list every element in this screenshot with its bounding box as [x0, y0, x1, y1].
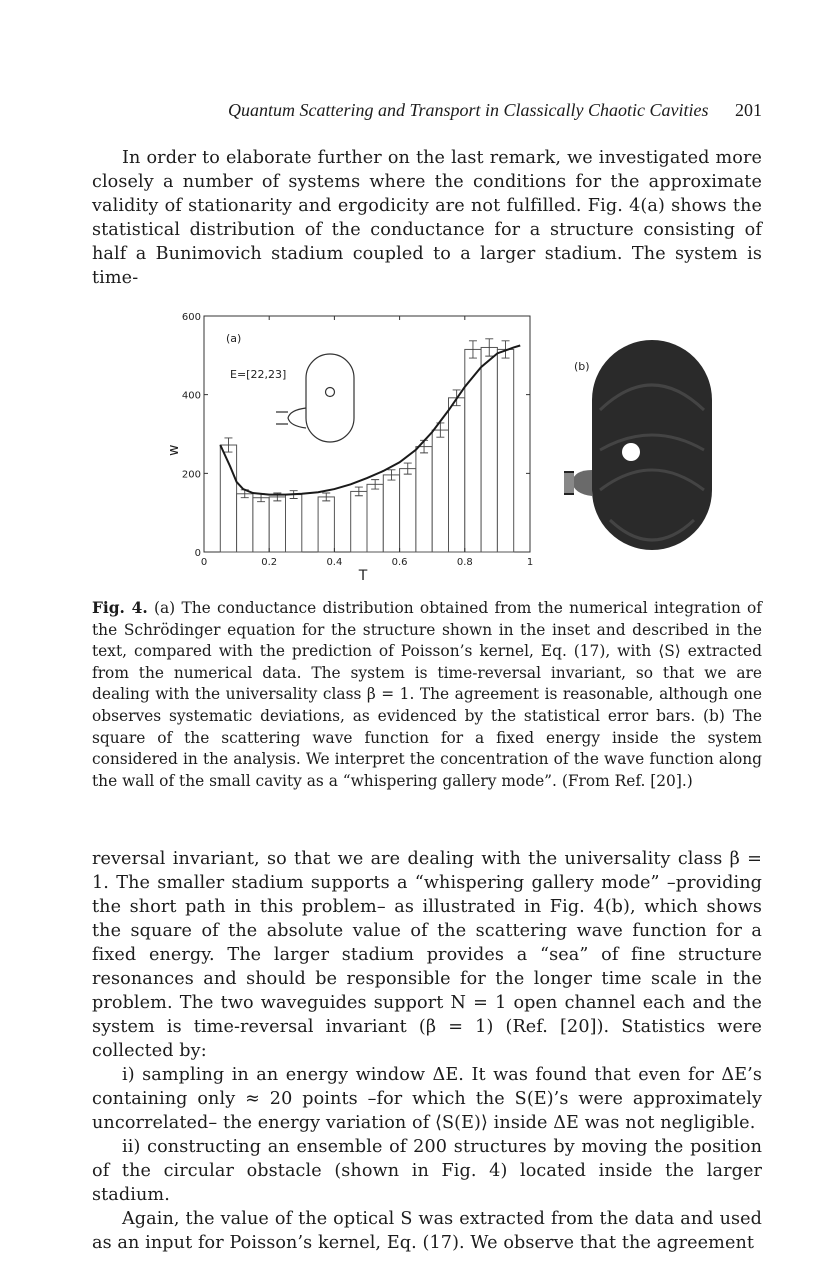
caption-label: Fig. 4. [92, 599, 148, 617]
figure-4 [160, 300, 720, 590]
figure-caption [92, 598, 762, 792]
y-tick-label: 0 [194, 548, 201, 559]
inset-waveguide [276, 412, 288, 424]
wavefunction-obstacle [622, 443, 640, 461]
histogram-bar [237, 494, 253, 552]
histogram-bar [449, 398, 465, 552]
histogram-bar [286, 495, 302, 552]
x-tick-label: 0.8 [456, 557, 473, 568]
histogram-bar [432, 430, 448, 552]
intro-paragraph [92, 146, 762, 290]
running-title: Quantum Scattering and Transport in Classically Chaotic Cavities [228, 100, 709, 120]
histogram-bar [318, 497, 334, 552]
histogram-bar [383, 475, 399, 552]
histogram-bar [269, 497, 285, 552]
y-axis-label: w [166, 444, 182, 456]
y-tick-label: 400 [181, 390, 201, 402]
histogram-bar [416, 447, 432, 552]
body-paragraph: reversal invariant, so that we are dealing with the universality class β = 1. The smaller stadium supports a “whispering gallery mode” –providing the short path in this problem– as illustrated in Fig. 4(b), which shows the square of the absolute value of the scattering wave function for a fixed energy. The larger stadium provides a “sea” of fine structure resonances and should be responsible for the longer time scale in the problem. The two waveguides support N = 1 open channel each and the system is time-reversal invariant (β = 1) (Ref. [20]). Statistics were collected by: [92, 849, 762, 1061]
x-tick-label: 0.4 [326, 557, 343, 568]
body-text [92, 847, 762, 1255]
inset-small-cavity [288, 408, 306, 428]
panel-b-label: (b) [574, 360, 590, 373]
histogram-bar [253, 498, 269, 552]
x-axis-label: T [358, 568, 368, 584]
energy-label: E=[22,23] [230, 368, 287, 381]
y-tick-label: 600 [181, 312, 201, 323]
wavefunction-waveguide [564, 472, 574, 494]
histogram-bar [367, 484, 383, 552]
histogram-bar [497, 349, 513, 552]
inset-structure [276, 354, 354, 442]
histogram-bar [465, 349, 481, 552]
x-tick-label: 1 [526, 557, 534, 568]
panel-a-label: (a) [226, 332, 242, 345]
page-number: 201 [735, 100, 762, 120]
caption-text: (a) The conductance distribution obtained from the numerical integration of the Schrödinger equation for the structure shown in the inset and described in the text, compared with the prediction of Poisson’s kernel, Eq. (17), with ⟨S⟩ extracted from the numerical data. The system is time-reversal invariant, so that we are dealing with the universality class β = 1. The agreement is reasonable, although one observes systematic deviations, as evidenced by the statistical error bars. (b) The square of the scattering wave function for a fixed energy inside the system considered in the analysis. We interpret the concentration of the wave function along the wall of the small cavity as a “whispering gallery mode”. (From Ref. [20].) [92, 599, 762, 790]
body-paragraph: Again, the value of the optical S was extracted from the data and used as an input for Poisson’s kernel, Eq. (17). We observe that the agreement [92, 1209, 762, 1253]
body-paragraph: ii) constructing an ensemble of 200 structures by moving the position of the circular obstacle (shown in Fig. 4) located inside the larger stadium. [92, 1137, 762, 1205]
figure-svg [160, 300, 720, 590]
x-tick-label: 0 [200, 557, 208, 568]
inset-large-stadium [306, 354, 354, 442]
histogram-bar [351, 491, 367, 552]
body-paragraph: i) sampling in an energy window ΔE. It was found that even for ΔE’s containing only ≈ 20 points –for which the S(E)’s were approximately uncorrelated– the energy variation of ⟨S(E)⟩ inside ΔE was not negligible. [92, 1065, 762, 1133]
x-tick-label: 0.2 [261, 557, 278, 568]
y-tick-label: 200 [181, 469, 201, 481]
wavefunction-small-cavity [572, 470, 592, 496]
histogram-bar [400, 469, 416, 552]
histogram-bar [481, 347, 497, 552]
x-tick-label: 0.6 [391, 557, 408, 568]
running-header [228, 100, 762, 126]
paragraph-text: In order to elaborate further on the last remark, we investigated more closely a number of systems where the conditions for the approximate validity of stationarity and ergodicity are not fulfilled. Fig. 4(a) shows the statistical distribution of the conductance for a structure consisting of half a Bunimovich stadium coupled to a larger stadium. The system is time- [92, 148, 762, 288]
inset-obstacle [326, 388, 335, 397]
